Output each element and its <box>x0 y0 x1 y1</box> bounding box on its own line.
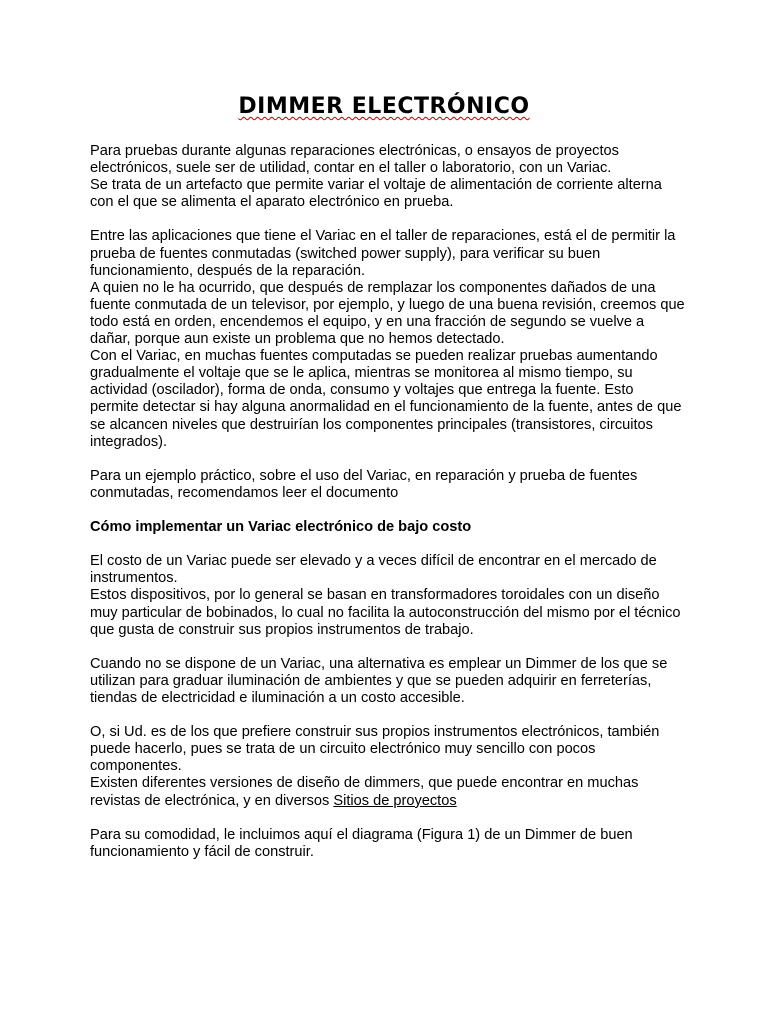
document-title-text: DIMMER ELECTRÓNICO <box>238 94 530 119</box>
document-body <box>90 143 686 878</box>
sitios-de-proyectos-link[interactable]: Sitios de proyectos <box>333 792 457 809</box>
document-title <box>0 92 768 122</box>
paragraph-applications-line1: Entre las aplicaciones que tiene el Variac en el taller de reparaciones, está el de permitir la prueba de fuentes conmutadas (switched power supply), para verificar su buen funcionamiento, después de la reparación. <box>90 228 676 279</box>
paragraph-intro-line2: Se trata de un artefacto que permite variar el voltaje de alimentación de corriente alterna con el que se alimenta el aparato electrónico en prueba. <box>90 177 662 211</box>
paragraph-diy <box>90 724 686 809</box>
paragraph-intro-line1: Para pruebas durante algunas reparaciones electrónicas, o ensayos de proyectos electrónicos, suele ser de utilidad, contar en el taller o laboratorio, con un Variac. <box>90 143 619 177</box>
paragraph-diy-line1: O, si Ud. es de los que prefiere construir sus propios instrumentos electrónicos, también puede hacerlo, pues se trata de un circuito electrónico muy sencillo con pocos componentes. <box>90 724 660 775</box>
paragraph-intro <box>90 143 686 211</box>
paragraph-cost-line1: El costo de un Variac puede ser elevado y a veces difícil de encontrar en el mercado de instrumentos. <box>90 553 657 587</box>
paragraph-alternative: Cuando no se dispone de un Variac, una alternativa es emplear un Dimmer de los que se utilizan para graduar iluminación de ambientes y que se pueden adquirir en ferreterías, tiendas de electricidad e iluminación a un costo accesible. <box>90 655 668 706</box>
paragraph-cost-line2: Estos dispositivos, por lo general se basan en transformadores toroidales con un diseño muy particular de bobinados, lo cual no facilita la autoconstrucción del mismo por el técnico que gusta de construir sus propios instrumentos de trabajo. <box>90 587 681 638</box>
paragraph-diy-line2: Existen diferentes versiones de diseño de dimmers, que puede encontrar en muchas revistas de electrónica, y en diversos <box>90 775 639 809</box>
paragraph-example: Para un ejemplo práctico, sobre el uso del Variac, en reparación y prueba de fuentes conmutadas, recomendamos leer el documento <box>90 467 638 501</box>
paragraph-applications-line2: A quien no le ha ocurrido, que después de remplazar los componentes dañados de una fuente conmutada de un televisor, por ejemplo, y luego de una buena revisión, creemos que todo está en orden, encendemos el equipo, y en una fracción de segundo se vuelve a dañar, porque aun existe un problema que no hemos detectado. <box>90 279 685 348</box>
section-heading: Cómo implementar un Variac electrónico de bajo costo <box>90 519 472 536</box>
paragraph-diagram: Para su comodidad, le incluimos aquí el diagrama (Figura 1) de un Dimmer de buen funcionamiento y fácil de construir. <box>90 826 633 860</box>
paragraph-applications-line3: Con el Variac, en muchas fuentes computadas se pueden realizar pruebas aumentando gradualmente el voltaje que se le aplica, mientras se monitorea al mismo tiempo, su actividad (oscilador), forma de onda, consumo y voltajes que entrega la fuente. Esto permite detectar si hay alguna anormalidad en el funcionamiento de la fuente, antes de que se alcancen niveles que destruirían los componentes principales (transistores, circuitos integrados). <box>90 348 682 450</box>
paragraph-applications <box>90 228 686 450</box>
paragraph-cost <box>90 553 686 638</box>
